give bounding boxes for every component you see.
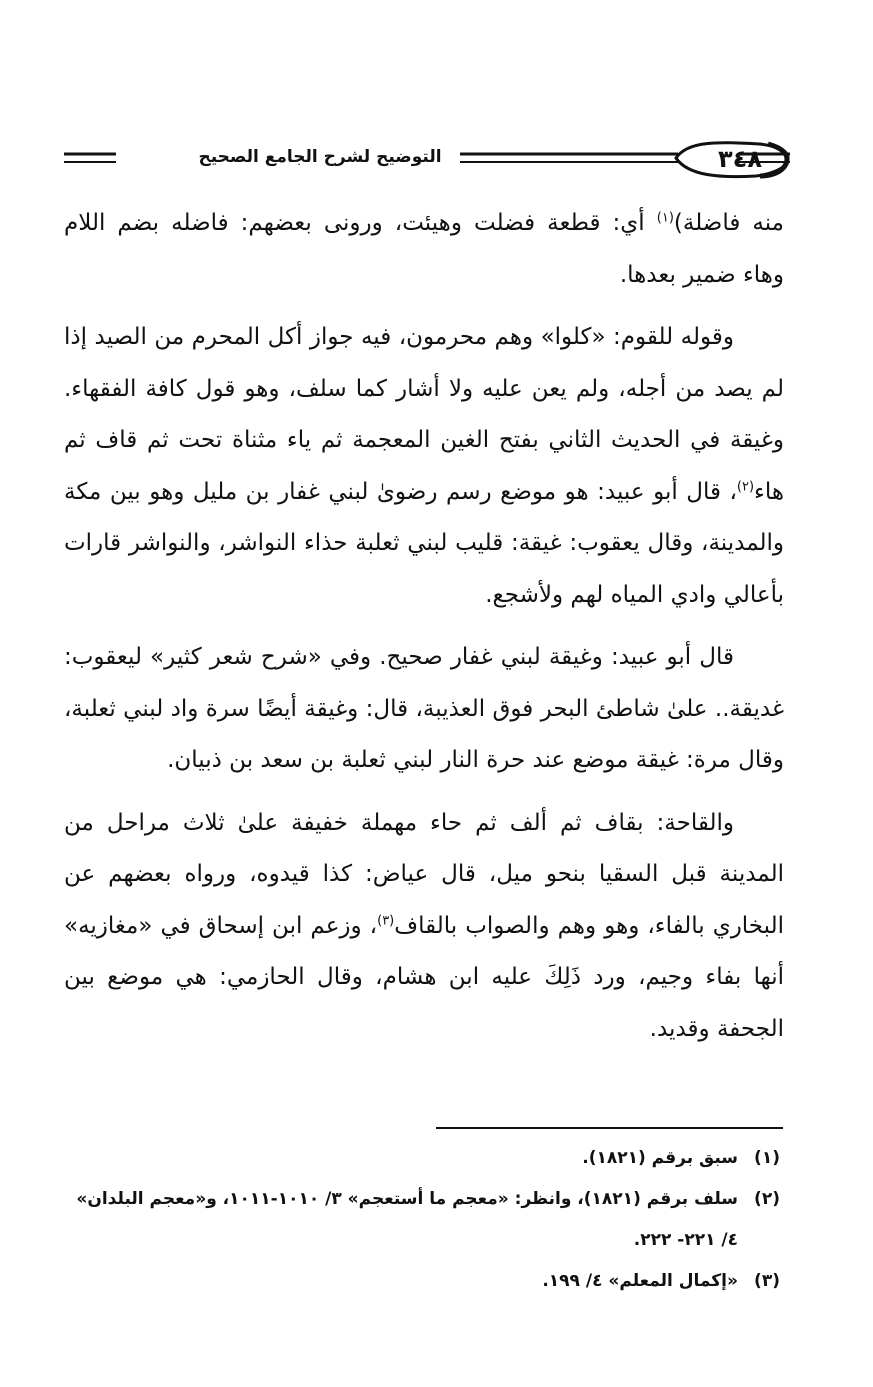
footnote-ref-3[interactable]: (٣) (377, 912, 395, 928)
paragraph-3: قال أبو عبيد: وغيقة لبني غفار صحيح. وفي «شرح شعر كثير» ليعقوب: غديقة.. علىٰ شاطئ البحر فوق العذيبة، قال: وغيقة أيضًا سرة واد لبني ثعلبة، وقال مرة: غيقة موضع عند حرة النار لبني ثعلبة بن سعد بن ذبيان. (64, 644, 784, 773)
paragraph-1-text-b: أي: قطعة فضلت وهيئت، ورونى بعضهم: فاضله بضم اللام وهاء ضمير بعدها. (64, 210, 784, 288)
main-text (64, 198, 784, 1055)
paragraph-2 (64, 312, 784, 621)
page-header (60, 138, 790, 182)
footnote-text: سلف برقم (١٨٢١)، وانظر: «معجم ما أستعجم» ٣/ ١٠١٠-١٠١١، و«معجم البلدان» ٤/ ٢٢١- ٢٢٢. (76, 1189, 738, 1250)
footnote-text: «إكمال المعلم» ٤/ ١٩٩. (542, 1271, 738, 1291)
paragraph-1-text-a: منه فاضلة) (673, 210, 784, 236)
footnote-3 (64, 1261, 784, 1302)
page-number: ٣٤٨ (718, 145, 762, 173)
paragraph-1 (64, 198, 784, 301)
paragraph-4-text-a: والقاحة: بقاف ثم ألف ثم حاء مهملة خفيفة علىٰ ثلاث مراحل من المدينة قبل السقيا بنحو ميل، قال عياض: كذا قيدوه، ورواه بعضهم عن البخاري بالفاء، وهو وهم والصواب بالقاف (64, 809, 784, 939)
running-title: التوضيح لشرح الجامع الصحيح (180, 142, 460, 172)
footnote-separator (436, 1127, 783, 1129)
paragraph-4-text-b: ، وزعم ابن إسحاق في «مغازيه» أنها بفاء وجيم، ورد ذَلِكَ عليه ابن هشام، وقال الحازمي: هي موضع بين الجحفة وقديد. (64, 912, 784, 1042)
paragraph-2-text-b: ، قال أبو عبيد: هو موضع رسم رضوىٰ لبني غفار بن مليل وهو بين مكة والمدينة، وقال يعقوب: غيقة: قليب لبني ثعلبة حذاء النواشر، والنواشر قارات بأعالي وادي المياه لهم ولأشجع. (64, 478, 784, 608)
paragraph-4 (64, 798, 784, 1056)
paragraph-2-text-a: وقوله للقوم: «كلوا» وهم محرمون، فيه جواز أكل المحرم من الصيد إذا لم يصد من أجله، ولم يعن عليه ولا أشار كما سلف، وهو قول كافة الفقهاء. وغيقة في الحديث الثاني بفتح الغين المعجمة ثم ياء مثناة تحت ثم قاف ثم هاء (64, 324, 784, 505)
footnote-ref-2[interactable]: (٢) (736, 478, 755, 494)
footnote-number: (٢) (754, 1189, 780, 1209)
footnote-text: سبق برقم (١٨٢١). (582, 1148, 738, 1168)
footnote-ref-1[interactable]: (١) (656, 210, 674, 226)
footnote-number: (٣) (754, 1271, 780, 1291)
footnote-2 (64, 1179, 784, 1261)
footnotes (64, 1138, 784, 1302)
footnote-number: (١) (754, 1148, 780, 1168)
footnote-1 (64, 1138, 784, 1179)
